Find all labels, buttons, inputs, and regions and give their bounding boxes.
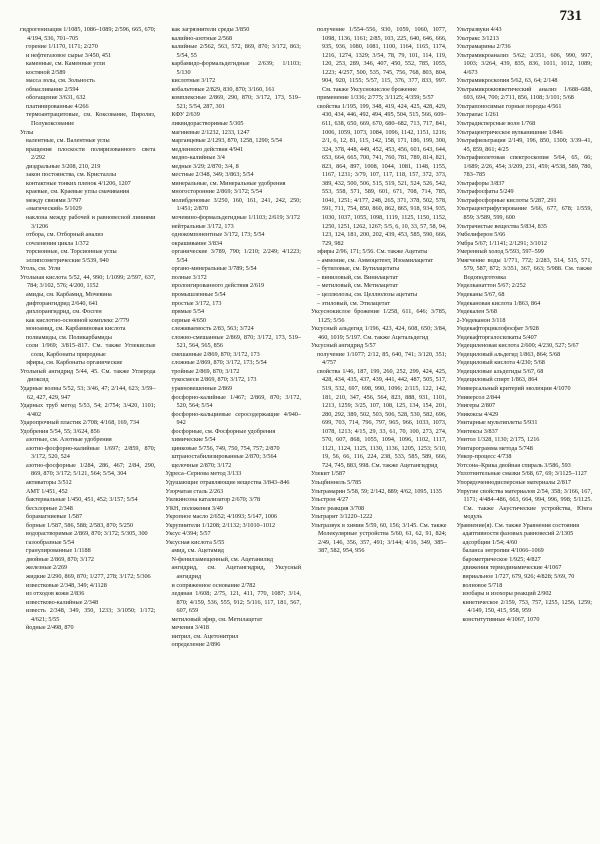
index-subentry: азотные, см. Азотные удобрения xyxy=(26,436,112,444)
index-subentry: сочленения цикла 1/372 xyxy=(26,239,89,247)
index-subentry: двойные 2/869, 870; 3/172 xyxy=(26,555,95,563)
index-entry: Уксуснокислое брожение 1/258, 611, 646; 3/785, 1125; 5/56 xyxy=(311,308,447,324)
index-subentry: адаптивности фазовых равновесий 2/1305 xyxy=(462,530,574,538)
index-entry: Уотсона–Крика двойная спираль 3/586, 593 xyxy=(456,461,571,469)
index-subentry: магниевые 2/1232, 1233, 1247 xyxy=(171,128,250,136)
index-entry: Ундециловый кислота 4/230; 5/68 xyxy=(456,359,545,367)
index-subentry: полные 3/172 xyxy=(171,273,207,281)
page-number: 731 xyxy=(559,8,582,24)
index-subentry: краевые, см. Краевые углы смачивания xyxy=(26,188,130,196)
index-entry: Ультрафосфаты 5/249 xyxy=(456,188,514,196)
index-subentry: смешанные 2/869, 870; 3/172, 173 xyxy=(171,350,260,358)
index-subentry: амиды, см. Карбамид, Мочевина xyxy=(26,290,112,298)
index-subentry: цинковые 5/756, 749, 750, 754, 757; 2/870 xyxy=(171,444,280,452)
index-column-4 xyxy=(457,26,593,822)
index-entry: Ультракс 3/1213 xyxy=(456,34,499,42)
index-subentry: АМТ 1/451, 452 xyxy=(26,487,68,495)
index-entry: Ультрафильтрация 2/149, 196, 850, 1300; 3/39–41, 45, 859, 861; 4/25 xyxy=(456,137,592,153)
index-entry: Ультразвук в химии 5/59, 60, 156; 3/145. См. также Молекулярные устройства 5/60, 61, 62, 91, 824; 2/49, 146, 356, 357, 491; 3/144; 4/16, 349, 385–387, 582, 954, 956 xyxy=(311,521,447,555)
index-subentry: баланса энтропии 4/1066–1069 xyxy=(462,547,544,555)
index-subentry: ангидрид, см. Ацетангидрид, Уксусный ангидрид xyxy=(171,564,301,580)
index-subentry: «магический» 5/1029 xyxy=(26,205,82,213)
index-subentry: движения термодинамические 4/1067 xyxy=(462,564,562,572)
index-subentry: эфиры 2/96, 171; 5/56. См. также Ацетаты xyxy=(317,248,428,256)
index-subentry: тукосмеси 2/869, 870; 3/172, 173 xyxy=(171,376,257,384)
index-subentry: барометрическое 1/925; 4/827 xyxy=(462,555,541,563)
index-entry: Ундециловый альдегид 1/863, 864; 5/68 xyxy=(456,350,561,358)
index-subentry: применение 1/336; 2/775; 3/1125; 4/359; 5/57 xyxy=(317,94,434,102)
index-subentry: мочевино-формальдегидные 1/1103; 2/619; 3/172 xyxy=(171,214,300,222)
index-subentry: серные 4/650 xyxy=(171,316,207,324)
index-entry: Ударных труб метод 5/53, 54; 2/754; 3/420, 1101; 4/402 xyxy=(20,402,156,418)
index-subentry: азотно-фосфорные 1/284, 286, 467; 2/84, 290, 869, 870; 3/172; 5/121, 564; 5/54, 304 xyxy=(26,461,156,478)
index-subentry: изобары и изохоры реакций 2/902 xyxy=(462,590,552,598)
index-subentry: уравновешенные 2/869 xyxy=(171,384,233,392)
index-entry: Унитарограмма метода 5/748 xyxy=(456,444,533,452)
index-entry: Ундециловые альдегиды 5/67, 68 xyxy=(456,367,544,375)
index-subentry: как кислотно-основной комплекс 2/779 xyxy=(26,316,130,324)
index-subentry: – метиловый, см. Метилацетат xyxy=(317,282,398,290)
index-subentry: как загрязнители среды 3/850 xyxy=(171,26,250,33)
index-entry: Умбра 5/67; 1/1141; 2/1291; 3/1012 xyxy=(456,239,547,247)
index-subentry: и сопряженное основание 2/782 xyxy=(171,581,256,589)
index-subentry: кислотные 3/172 xyxy=(171,77,216,85)
index-subentry: известь 2/348, 349, 350, 1233; 3/1050; 1/172; 4/621; 5/55 xyxy=(26,607,156,623)
index-subentry: ликвидорастворимые 5/305 xyxy=(171,120,244,128)
index-subentry: нейтральные 3/172, 173 xyxy=(171,222,234,230)
index-entry: Ультрамикроанализ 5/62; 2/351, 606, 990, 997, 1003; 3/264, 439, 835, 836, 1011, 1012, 1089; 4/673 xyxy=(456,51,592,76)
index-subentry: борные 1/587, 586, 588; 2/583, 870; 5/250 xyxy=(26,521,134,529)
index-subentry: вращения плоскости поляризованного света 2/292 xyxy=(26,145,156,162)
index-column-1 xyxy=(20,26,156,822)
index-subentry: конститутивные 4/1067, 1070 xyxy=(462,615,540,623)
index-subentry: горение 1/1170, 1171; 2/270 xyxy=(26,43,98,51)
index-entry: Ультрацентрическое вулканишние 1/846 xyxy=(456,128,563,136)
index-entry: Удреса–Сернова метод 3/133 xyxy=(165,470,242,478)
index-entry: Ультрафоры 3/837 xyxy=(456,179,505,187)
index-entry: Ультрапас 1/261 xyxy=(456,111,499,119)
index-entry: Унделканаттон 5/67; 2/252 xyxy=(456,282,526,290)
index-subentry: моноамид, см. Карбаминовая кислота xyxy=(26,325,126,333)
index-subentry: эфиры, см. Карбонаты органические xyxy=(26,359,123,367)
index-entry: Ультрафиолетовая спектроскопия 5/64, 65, 66; 1/689; 2/26, 454; 3/209, 231, 459; 4/538, 589, 780, 783–785 xyxy=(456,154,592,179)
index-entry: Угольная кислота 5/52, 44, 990; 1/1099; 2/597, 637, 784; 3/102, 576; 4/200, 1152 xyxy=(20,273,156,290)
index-columns xyxy=(20,26,592,822)
index-subentry: калийные 2/562, 563, 572, 869, 870; 3/172, 863; 5/54, 55 xyxy=(171,43,301,59)
index-subentry: карбамидо-формальдегидные 2/639; 1/1103; 5/130 xyxy=(171,60,301,76)
index-entry: Углы xyxy=(20,128,34,136)
index-entry: Уксус 4/394; 5/57 xyxy=(165,530,211,538)
index-entry: Ультразвуки 4/43 xyxy=(456,26,502,33)
index-subentry: – этиловый, см. Этилацетат xyxy=(317,299,390,307)
index-subentry: бактериальные 1/450, 451, 452; 3/157; 5/54 xyxy=(26,496,138,504)
index-entry: гидрогенизация 1/1085, 1086–1089; 2/596, 665, 670; 4/194, 536, 701–705 xyxy=(20,26,156,42)
index-subentry: диэдральные 3/208, 210, 219 xyxy=(26,162,101,170)
index-entry: Уравнение(я). См. также Уравнения состояния xyxy=(456,521,580,529)
index-subentry: – виниловый, см. Винилацетат xyxy=(317,273,398,281)
index-subentry: газообразные 5/54 xyxy=(26,538,75,546)
index-entry: Умбелиферон 5/66 xyxy=(456,231,506,239)
index-subentry: торсионные, см. Торсионные углы xyxy=(26,248,117,256)
index-subentry: известковые 2/348, 349; 4/1128 xyxy=(26,581,107,589)
index-subentry: отбора, см. Отборный анализ xyxy=(26,231,104,239)
index-subentry: прямые 5/54 xyxy=(171,308,205,316)
index-subentry: обмасливание 2/594 xyxy=(26,85,79,93)
index-entry: Универсол 2/844 xyxy=(456,393,501,401)
index-subentry: многосторонние 2/869; 3/172; 5/54 xyxy=(171,188,263,196)
index-entry: Ультрапоносимые горные породы 4/561 xyxy=(456,102,562,110)
index-subentry: получение 1/1077; 2/12, 85, 640, 741; 3/120, 351; 4/757 xyxy=(317,350,447,367)
index-subentry: гранулированные 1/1188 xyxy=(26,547,91,555)
index-entry: Ультрафосфорные кислоты 5/287, 291 xyxy=(456,196,557,204)
index-subentry: дифторангидрид 2/640, 641 xyxy=(26,299,98,307)
index-subentry: жидкие 2/290, 869, 870; 1/277, 278; 3/172; 5/306 xyxy=(26,573,151,580)
index-entry: 2-Ундеканон 3/118 xyxy=(456,316,506,324)
index-entry: Удушающие отравляющие вещества 3/843–846 xyxy=(165,478,290,486)
index-subentry: из отходов кожи 2/836 xyxy=(26,590,85,598)
index-subentry: термоантрацитовые, см. Коксование, Пиролиз, Полукоксование xyxy=(26,111,156,128)
index-subentry: сложные 2/869, 870; 3/172, 173; 5/54 xyxy=(171,359,267,367)
index-entry: Ундекафторциклофосфат 3/928 xyxy=(456,325,539,333)
index-subentry: железные 2/269 xyxy=(26,564,68,572)
index-subentry: платинированные 4/266 xyxy=(26,102,89,110)
index-subentry: соли 1/969; 3/815–817. См. также Углекислые соли, Карбонаты природные xyxy=(26,342,156,358)
index-entry: Укрупнители 1/1208; 2/1132; 3/1010–1012 xyxy=(165,521,276,529)
index-subentry: адсорбции 1/54; 4/60 xyxy=(462,538,518,546)
index-entry: Уголь, см. Угли xyxy=(20,265,61,273)
index-entry: Унитексы 3/837 xyxy=(456,427,498,435)
index-subentry: азотно-фосфорно-калийные 1/697; 2/859, 870; 3/172, 520, 524 xyxy=(26,444,156,461)
index-subentry: известково-калийные 2/348 xyxy=(26,598,99,606)
index-subentry: закон постоянства, см. Кристаллы xyxy=(26,171,116,179)
index-entry: Уксусный альдегид 1/196, 423, 424, 608, 650; 3/84, 460, 1019; 5/197. См. также Ацетальдегид xyxy=(311,325,447,341)
index-entry: УКН, положения 3/49 xyxy=(165,504,223,512)
index-entry: Ударопрочный пластик 2/708; 4/168, 169, 734 xyxy=(20,419,140,427)
index-subentry: валентные, см. Валентные углы xyxy=(26,137,110,145)
index-subentry: химические 5/54 xyxy=(171,436,216,444)
index-subentry: и нефтегазовое сырье 3/450, 451 xyxy=(26,51,112,59)
index-entry: Узорчатая сталь 2/263 xyxy=(165,487,224,495)
index-entry: Ультрадисперсные волн 1/768 xyxy=(456,120,536,128)
index-subentry: окрашивание 3/834 xyxy=(171,239,223,247)
index-subentry: медленного действия 4/941 xyxy=(171,145,244,153)
index-subentry: дихлорангидрид, см. Фосген xyxy=(26,308,102,316)
index-entry: Ультрачистые вещества 5/834, 835 xyxy=(456,222,547,230)
index-subentry: обогащение 3/631, 632 xyxy=(26,94,86,102)
index-entry: Удобрения 5/54, 55; 3/624, 856 xyxy=(20,427,100,435)
index-subentry: марганцевые 2/1293, 870, 1258, 1290; 5/54 xyxy=(171,137,283,145)
index-entry: Ундекален 5/68 xyxy=(456,308,497,316)
index-subentry: свойства 1/46, 187, 199, 260, 252, 299, 424, 425, 428, 434, 435, 437, 439, 441, 442, 487, 505, 517, 519, 532, 697, 698, 990, 1096; 2/115, 122, 142, 181, 210, 347, 456, 564, 823, 888, 931, 1101, 1213, 1259; 3/25, 107, 108, 125, 134, 154, 201, 280, 292, 389, 502, 503, 506, 528, 530, 582, 696, 699, 703, 714, 796, 797, 965, 966, 1033, 1073, 1078, 1213; 4/15, 29, 33, 61, 70, 100, 273, 274, 570, 607, 868, 1055, 1094, 1096, 1102, 1117, 1121, 1124, 1125, 1130, 1136, 1205, 1253; 5/10, 19, 56, 66, 116, 224, 238, 533, 585, 589, 666, 724, 745, 883, 998. См. также Ацетангидрид xyxy=(317,367,447,469)
index-entry: Укропное масло 2/652; 4/1093; 5/147, 1006 xyxy=(165,513,278,521)
index-entry: Унигеры 2/807 xyxy=(456,402,496,410)
index-subentry: йодные 2/498, 870 xyxy=(26,624,74,632)
index-entry: Ульстрон 4/27 xyxy=(311,496,349,504)
index-subentry: бесхлорные 2/348 xyxy=(26,504,73,512)
index-entry: Ультрарит 3/1220–1222 xyxy=(311,513,373,521)
index-subentry: штраностабилизированные 2/870; 3/564 xyxy=(171,453,277,461)
index-subentry: – бутиловые, см. Бутилацетаты xyxy=(317,265,400,273)
index-entry: Ункор-процесс 4/738 xyxy=(456,453,512,461)
index-subentry: фосфорно-кальциевые серосодержащие 4/940–942 xyxy=(171,410,301,427)
index-subentry: органические 3/789, 790; 1/210; 2/249; 4/1223; 5/54 xyxy=(171,248,301,264)
index-subentry: сложно-смешанные 2/869, 870; 3/172, 173, 519–521, 564, 565, 856 xyxy=(171,333,301,350)
index-subentry: слеживаемость 2/83, 563; 3/724 xyxy=(171,325,254,333)
index-column-2 xyxy=(166,26,302,822)
index-subentry: минеральные, см. Минеральные удобрения xyxy=(171,179,286,187)
index-entry: Уникоксы 4/429 xyxy=(456,410,499,418)
index-subentry: мечения 3/418 xyxy=(171,624,209,632)
index-subentry: водорастворимые 2/869, 870; 3/172; 5/305, 300 xyxy=(26,530,148,538)
index-subentry: свойства 1/195, 199, 348, 419, 424, 425, 428, 429, 430, 434, 446, 492, 494, 495, 504, 515, 566, 609–611, 638, 650, 669, 670, 680–682, 713, 717, 841, 1006, 1059, 1073, 1084, 1096, 1142, 1151, 1216; 2/1, 6, 12, 81, 115, 142, 158, 171, 186, 199, 300, 324, 378, 448, 449, 452, 453, 456, 601, 643, 644, 653, 664, 665, 700, 741, 760, 781, 789, 814, 821, 823, 864, 897, 1008, 1044, 1081, 1148, 1155, 1167, 1231; 3/79, 107, 117, 118, 157, 372, 373, 389, 432, 500, 506, 515, 519, 521, 524, 526, 542, 553, 558, 571, 589, 601, 671, 708, 714, 785, 1041, 1251; 4/177, 248, 265, 371, 378, 502, 578, 591, 711, 754, 850, 860, 862, 865, 918, 934, 935, 1030, 1037, 1055, 1098, 1119, 1125, 1150, 1152, 1250, 1251, 1262, 1267; 5/5, 6, 10, 33, 57, 58, 94, 123, 124, 181, 200, 202, 439, 453, 585, 590, 666, 729, 982 xyxy=(317,102,447,247)
index-subentry: эллипсометрические 5/539, 940 xyxy=(26,256,109,264)
index-entry: Ундециловый спирт 1/863, 864 xyxy=(456,376,538,384)
index-entry: Уксусный ангидрид 5/57 xyxy=(311,342,376,350)
index-subentry: борамагниевые 1/587 xyxy=(26,513,83,521)
index-entry: Ульте реакция 3/708 xyxy=(311,504,365,512)
index-subentry: однокомпонентные 3/172, 173; 5/54 xyxy=(171,231,265,239)
index-subentry: кобальтовые 2/829, 830, 870; 3/160, 161 xyxy=(171,85,275,93)
index-subentry: медные 3/29; 2/870; 3/4, 8 xyxy=(171,162,239,170)
index-subentry: промышленные 5/54 xyxy=(171,290,226,298)
index-subentry: калийно-азотные 2/568 xyxy=(171,34,233,42)
index-entry: Ультрацентрифугирование 5/66, 677, 678; 1/559, 859; 3/589, 599, 600 xyxy=(456,205,592,222)
index-entry: Ундециленовая кислота 2/600; 4/230, 527; 5/67 xyxy=(456,342,579,350)
index-subentry: пролонгированного действия 2/619 xyxy=(171,282,265,290)
index-subentry: медно-калийные 3/4 xyxy=(171,154,225,162)
index-subentry: тройные 2/869, 870; 3/172 xyxy=(171,367,240,375)
index-entry: Уксусная кислота 5/55 xyxy=(165,538,225,546)
index-entry: Ультрамарин 5/58, 59; 2/142, 889; 4/62, 1095, 1135 xyxy=(311,487,442,495)
index-subentry: КФУ 2/639 xyxy=(171,111,200,119)
index-entry: Универсальный критерий эволюции 4/1070 xyxy=(456,384,571,392)
index-entry: Ульцбиннель 5/785 xyxy=(311,478,362,486)
index-entry: Угольный ангидрид 5/44, 45. См. также Углерода диоксид xyxy=(20,367,156,384)
index-subentry: нитрил, см. Ацетонитрил xyxy=(171,632,239,640)
index-subentry: масса золы, см. Зольность xyxy=(26,77,95,85)
index-subentry: между связями 3/797 xyxy=(26,196,82,204)
index-entry: Ундекафторгалосилкаты 5/407 xyxy=(456,333,537,341)
index-subentry: каменные, см. Каменные угли xyxy=(26,60,105,68)
index-entry: Унитарные мультиплеты 5/931 xyxy=(456,419,538,427)
index-subentry: местные 2/348, 349; 3/863; 5/54 xyxy=(171,171,254,179)
index-entry: Ультрамарины 2/736 xyxy=(456,43,511,51)
index-entry: Ударные волны 5/52, 53; 3/46, 47; 2/144, 623; 3/59–62, 427, 429, 947 xyxy=(20,384,156,401)
index-column-3 xyxy=(311,26,447,822)
index-entry: Упругие свойства материалов 2/54, 358; 3/166, 167, 1171; 4/484–486, 663, 664, 994, 996, 998; 5/1125. См. также Акустические устройства, Юнга модуль xyxy=(456,487,592,521)
index-entry: Ультрамикрокювветический анализ 1/688–688, 693, 694, 700; 2/711, 856, 1108; 3/101; 5/68 xyxy=(456,85,592,102)
index-subentry: костяной 2/589 xyxy=(26,68,66,76)
index-subentry: кинетическое 2/159, 753, 757, 1255, 1256, 1259; 4/149, 150, 415, 958, 959 xyxy=(462,598,592,615)
index-subentry: – целлюлозы, см. Целлюлозы ацетаты xyxy=(317,290,418,298)
index-entry: Унитол 1/328, 1130; 2/175, 1216 xyxy=(456,436,540,444)
index-subentry: определение 2/896 xyxy=(171,641,221,649)
index-subentry: фосфорные, см. Фосфорные удобрения xyxy=(171,427,276,435)
index-entry: Умеренный холод 5/593, 597–599 xyxy=(456,248,544,256)
index-subentry: – аммоние, см. Аммоцетент, Изоамилацетат xyxy=(317,256,433,264)
index-subentry: метиловый эфир, см. Метилацетат xyxy=(171,615,263,623)
index-subentry: органо-минеральные 3/789; 5/54 xyxy=(171,265,257,273)
index-entry: Ундекановая кислота 1/863, 864 xyxy=(456,299,541,307)
index-subentry: ледяная 1/608; 2/75, 121, 411, 770, 1087; 3/14, 870; 4/159, 536, 555, 912; 5/116, 117, 181, 567, 607, 659 xyxy=(171,590,301,615)
index-entry: Ультрамикроскопия 5/62, 63, 64; 2/148 xyxy=(456,77,558,85)
index-subentry: амид, см. Ацетамид xyxy=(171,547,224,555)
index-subentry: контактные тонких пленок 4/1206, 1207 xyxy=(26,179,131,187)
index-subentry: волновое 5/718 xyxy=(462,581,503,589)
index-entry: Улекит 1/587 xyxy=(311,470,346,478)
index-subentry: молибденовые 3/250, 160, 161, 241, 242, 250; 1/451; 2/870 xyxy=(171,196,301,213)
index-subentry: вириальное 1/727, 679, 926; 4/828; 5/69, 70 xyxy=(462,573,575,580)
index-subentry: простые 3/172, 173 xyxy=(171,299,222,307)
index-subentry: комплексные 2/869, 290, 870; 3/172, 173, 519–521; 5/54, 287, 301 xyxy=(171,94,301,110)
index-subentry: N-фенилзамещенный, см. Ацетанилид xyxy=(171,555,274,563)
index-entry: Ундеканы 5/67, 68 xyxy=(456,290,505,298)
index-subentry: получение 1/554–556, 930, 1059, 1060, 1077, 1098, 1136, 1161; 2/85, 103, 225, 640, 646, 666, 935, 936, 1080, 1081, 1100, 1164, 1165, 1174, 1216, 1274, 1329; 3/54, 78, 79, 101, 114, 119, 120, 253, 289, 346, 407, 450, 552, 785, 1055, 1223; 4/257, 500, 535, 745, 756, 768, 803, 804, 904, 920, 1155; 5/57, 115, 376, 377, 833, 997. См. также Уксуснокислое брожение xyxy=(317,26,447,93)
index-subentry: наклона между рабочей и равновесной линиями 3/1206 xyxy=(26,214,156,230)
index-entry: Упорядоченнодисперсные материалы 2/817 xyxy=(456,478,572,486)
index-entry: Уилкинсона катализатор 2/670; 3/78 xyxy=(165,496,261,504)
index-entry: Уплотнительные смазки 5/68, 67, 69; 3/1125–1127 xyxy=(456,470,587,478)
index-subentry: полиамиды, см. Поликарбамиды xyxy=(26,333,112,341)
index-subentry: активаторы 3/512 xyxy=(26,478,72,486)
index-subentry: фосфорно-калийные 1/467; 2/869, 870; 3/172, 520, 564; 5/54 xyxy=(171,393,301,410)
index-entry: Умягчение воды 1/771, 772; 2/283, 514, 515, 571, 579, 587, 872; 3/351, 367, 663; 5/988. См. также Водоподготовка xyxy=(456,256,592,281)
index-subentry: щелочные 2/870; 3/172 xyxy=(171,461,232,469)
